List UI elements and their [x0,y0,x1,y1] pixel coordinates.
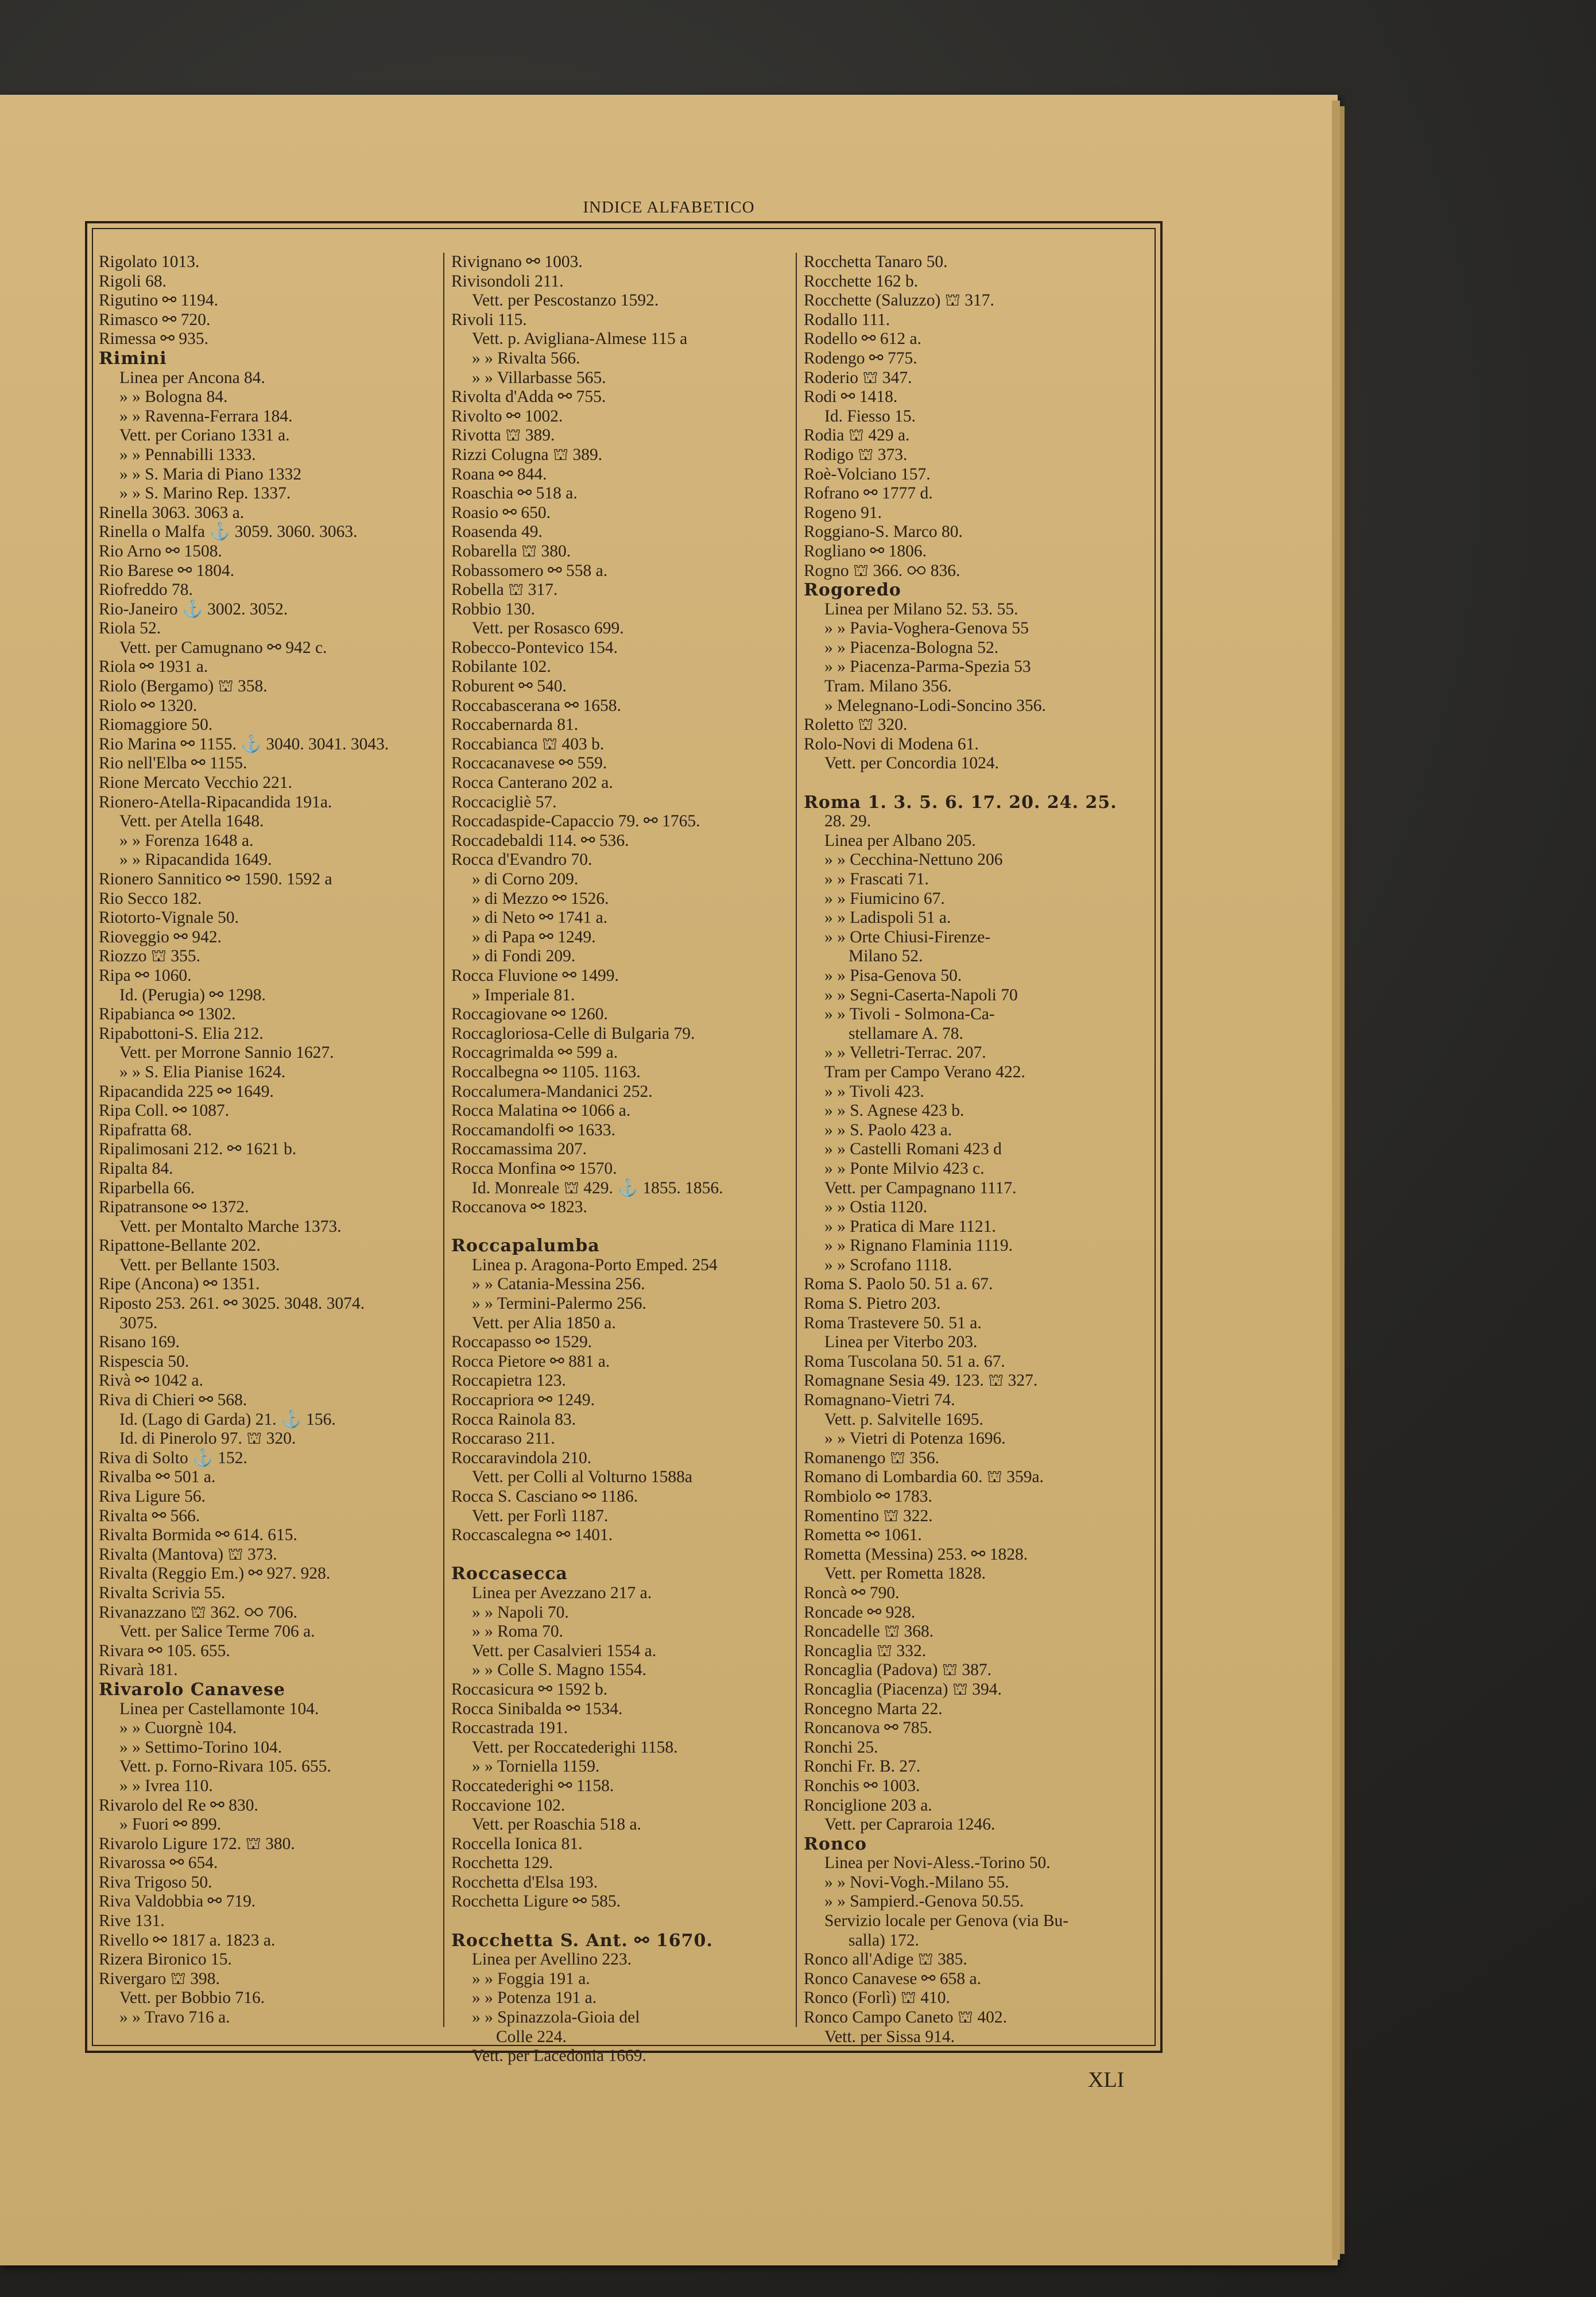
index-entry: Roccapasso ⚯ 1529. [451,1333,592,1352]
index-entry: Ripattone-Bellante 202. [99,1236,261,1255]
index-entry: Linea per Milano 52. 53. 55. [824,600,1018,618]
index-entry: » » Ivrea 110. [119,1776,213,1795]
index-entry: Rivarolo del Re ⚯ 830. [99,1796,258,1815]
index-entry: Rinella 3063. 3063 a. [99,503,245,522]
index-entry: Rolo-Novi di Modena 61. [804,734,979,753]
index-entry: Rodallo 111. [804,310,890,329]
index-entry: » » Spinazzola-Gioia del [472,2008,640,2027]
index-entry: Rivà ⚯ 1042 a. [99,1371,204,1390]
index-entry: Linea per Ancona 84. [119,368,265,387]
page-edge [1332,100,1340,2260]
index-entry: Id. di Pinerolo 97. ⛫ 320. [119,1429,296,1448]
index-entry: Vett. per Coriano 1331 a. [119,426,290,445]
index-entry: » di Corno 209. [472,870,579,888]
index-entry: » » S. Maria di Piano 1332 [119,465,302,484]
index-entry: Vett. per Casalvieri 1554 a. [472,1641,657,1660]
index-entry: Roccabascerana ⚯ 1658. [451,696,621,715]
index-entry [451,1217,790,1237]
index-entry: Roccalbegna ⚯ 1105. 1163. [451,1062,641,1081]
index-heading: Rivarolo Canavese [99,1679,285,1700]
index-entry: Rioveggio ⚯ 942. [99,927,222,946]
index-entry: Vett. per Alia 1850 a. [472,1313,616,1332]
index-entry: Riposto 253. 261. ⚯ 3025. 3048. 3074. [99,1294,365,1313]
index-entry: Vett. per Camugnano ⚯ 942 c. [119,638,327,657]
index-entry: Rivolta d'Adda ⚯ 755. [451,388,606,407]
page-number: XLI [1088,2068,1125,2092]
index-entry: » » Ripacandida 1649. [119,850,272,869]
index-entry: Rionero-Atella-Ripacandida 191a. [99,792,332,811]
index-entry: Roderio ⛫ 347. [804,368,912,387]
index-entry: Rivolto ⚯ 1002. [451,407,563,426]
index-entry: » Imperiale 81. [472,985,575,1004]
index-entry: Ronciglione 203 a. [804,1796,932,1815]
index-entry: Linea per Novi-Aless.-Torino 50. [824,1854,1051,1873]
index-entry: » Fuori ⚯ 899. [119,1815,222,1834]
index-entry: Rimasco ⚯ 720. [99,310,211,329]
index-entry: » » Catania-Messina 256. [472,1275,645,1294]
index-entry: Roccacigliè 57. [451,792,557,811]
index-entry: Rocchetta Ligure ⚯ 585. [451,1892,621,1911]
index-entry: » » Tivoli 423. [824,1082,924,1101]
index-entry: » » Napoli 70. [472,1603,569,1622]
index-entry: Rombiolo ⚯ 1783. [804,1487,932,1506]
index-entry: Roncegno Marta 22. [804,1699,943,1718]
index-entry: Ripa Coll. ⚯ 1087. [99,1101,230,1120]
index-entry: » » Villarbasse 565. [472,368,606,387]
index-entry: Roccamandolfi ⚯ 1633. [451,1120,616,1139]
index-entry: Rinella o Malfa ⚓ 3059. 3060. 3063. [99,523,358,542]
index-entry: Vett. per Lacedonia 1669. [472,2047,646,2066]
index-entry: » » Ostia 1120. [824,1198,928,1217]
index-entry: Id. Monreale ⛫ 429. ⚓ 1855. 1856. [472,1178,723,1197]
index-entry: » » Segni-Caserta-Napoli 70 [824,985,1018,1004]
index-entry: Rio-Janeiro ⚓ 3002. 3052. [99,600,288,618]
index-entry: Id. (Perugia) ⚯ 1298. [119,985,266,1004]
index-entry: Rodigo ⛫ 373. [804,445,908,464]
index-entry: Roccacanavese ⚯ 559. [451,754,607,773]
index-entry: Rogeno 91. [804,503,882,522]
index-entry: Rivignano ⚯ 1003. [451,253,583,271]
index-entry: Id. (Lago di Garda) 21. ⚓ 156. [119,1410,336,1429]
index-entry: Vett. per Rosasco 699. [472,619,624,638]
index-entry: Roncà ⚯ 790. [804,1583,900,1602]
index-entry: Riva di Solto ⚓ 152. [99,1448,247,1467]
index-entry: Rivotta ⛫ 389. [451,426,555,445]
index-entry: Rio Barese ⚯ 1804. [99,561,235,580]
index-entry: Rocchetta 129. [451,1854,553,1873]
index-entry: Rivarolo Ligure 172. ⛫ 380. [99,1834,295,1853]
index-entry: Roccaravindola 210. [451,1448,592,1467]
index-entry: Roma Trastevere 50. 51 a. [804,1313,982,1332]
index-entry: Riola ⚯ 1931 a. [99,658,208,676]
index-entry: Rodello ⚯ 612 a. [804,330,921,349]
index-entry: » » Orte Chiusi-Firenze- [824,927,991,946]
index-entry: Romagnano-Vietri 74. [804,1391,955,1410]
index-entry: » » Bologna 84. [119,388,228,407]
index-entry: Ripabottoni-S. Elia 212. [99,1024,264,1043]
index-heading: Rimini [99,348,167,369]
index-entry: Rocca S. Casciano ⚯ 1186. [451,1487,638,1506]
index-column-2 [451,253,790,2066]
index-entry: Ripabianca ⚯ 1302. [99,1005,236,1024]
index-entry: Rivara ⚯ 105. 655. [99,1641,230,1660]
page-header: INDICE ALFABETICO [583,198,755,216]
index-entry: » » Termini-Palermo 256. [472,1294,646,1313]
index-entry [804,774,1142,793]
index-entry: Roma S. Pietro 203. [804,1294,941,1313]
index-entry: Linea p. Aragona-Porto Emped. 254 [472,1255,718,1274]
index-entry: Vett. per Forlì 1187. [472,1506,609,1525]
index-entry: Linea per Avellino 223. [472,1950,632,1969]
index-entry: Rocchette 162 b. [804,272,919,291]
index-entry: Rometta (Messina) 253. ⚯ 1828. [804,1545,1028,1564]
index-entry: Rizera Bironico 15. [99,1950,232,1969]
index-entry: Riva di Chieri ⚯ 568. [99,1391,247,1410]
index-entry: Roccascalegna ⚯ 1401. [451,1526,613,1545]
index-entry: Rimessa ⚯ 935. [99,330,209,349]
index-entry: Riofreddo 78. [99,581,193,600]
index-entry: stellamare A. 78. [849,1024,963,1043]
index-entry: Riola 52. [99,619,161,638]
index-entry: Rivalba ⚯ 501 a. [99,1468,216,1487]
index-entry: Rivoli 115. [451,310,527,329]
index-entry: Riolo ⚯ 1320. [99,696,197,715]
index-entry: Riolo (Bergamo) ⛫ 358. [99,677,268,696]
index-entry: » » Cecchina-Nettuno 206 [824,850,1003,869]
index-entry: Roccagiovane ⚯ 1260. [451,1005,608,1024]
index-heading: Rogoredo [804,580,901,601]
index-entry [451,1545,790,1565]
index-entry: » » Piacenza-Bologna 52. [824,638,999,657]
index-entry: » » Tivoli - Solmona-Ca- [824,1005,995,1024]
index-entry: Vett. per Campagnano 1117. [824,1178,1017,1197]
index-heading: Roccasecca [451,1564,568,1584]
index-entry: » » Pratica di Mare 1121. [824,1217,996,1236]
index-entry: Roccadebaldi 114. ⚯ 536. [451,831,629,850]
index-entry: » » Colle S. Magno 1554. [472,1661,647,1680]
index-entry: Rogliano ⚯ 1806. [804,542,927,560]
index-entry: Rocca Sinibalda ⚯ 1534. [451,1699,623,1718]
index-entry: Roma Tuscolana 50. 51 a. 67. [804,1352,1005,1371]
index-entry: Rivarà 181. [99,1661,178,1680]
index-entry: Ronco all'Adige ⛫ 385. [804,1950,967,1969]
index-entry: Rispescia 50. [99,1352,189,1371]
index-entry: » Melegnano-Lodi-Soncino 356. [824,696,1046,715]
index-entry: Riva Valdobbia ⚯ 719. [99,1892,256,1911]
index-entry: Rigutino ⚯ 1194. [99,291,219,310]
index-entry: Roccavione 102. [451,1796,565,1815]
index-entry: Roccabianca ⛫ 403 b. [451,734,605,753]
index-entry: Rigolato 1013. [99,253,200,271]
index-entry: Vett. per Bobbio 716. [119,1989,265,2008]
index-entry: Ronco Campo Caneto ⛫ 402. [804,2008,1008,2027]
index-entry: » » Novi-Vogh.-Milano 55. [824,1873,1009,1892]
index-entry: Robarella ⛫ 380. [451,542,571,560]
index-entry: » » Cuorgnè 104. [119,1719,237,1738]
index-entry: Ronchi Fr. B. 27. [804,1757,921,1776]
index-entry: Rizzi Colugna ⛫ 389. [451,445,603,464]
index-entry: » » Potenza 191 a. [472,1989,597,2008]
index-entry: Vett. per Morrone Sannio 1627. [119,1043,334,1062]
index-entry: Ripalimosani 212. ⚯ 1621 b. [99,1140,297,1159]
index-entry: Rodengo ⚯ 775. [804,349,917,368]
index-entry: Milano 52. [849,947,923,966]
index-entry: Roccabernarda 81. [451,716,579,734]
index-entry [451,1912,790,1931]
index-entry: Id. Fiesso 15. [824,407,916,426]
index-entry: Romano di Lombardia 60. ⛫ 359a. [804,1468,1044,1487]
index-entry: Roncade ⚯ 928. [804,1603,916,1622]
index-entry: Rivarossa ⚯ 654. [99,1854,218,1873]
index-entry: Vett. per Atella 1648. [119,812,264,831]
index-entry: Rivalta (Reggio Em.) ⚯ 927. 928. [99,1564,331,1583]
index-entry: » » Forenza 1648 a. [119,831,254,850]
index-entry: Vett. per Rometta 1828. [824,1564,986,1583]
index-entry: Rodi ⚯ 1418. [804,388,898,407]
index-entry: Ronchi 25. [804,1738,878,1757]
index-entry: Linea per Albano 205. [824,831,976,850]
index-entry: Ripatransone ⚯ 1372. [99,1198,249,1217]
index-entry: Rigoli 68. [99,272,167,291]
index-entry: Roccatederighi ⚯ 1158. [451,1776,614,1795]
index-entry: Robilante 102. [451,658,551,676]
index-entry: Roccapriora ⚯ 1249. [451,1391,595,1410]
index-entry: Roccanova ⚯ 1823. [451,1198,587,1217]
index-entry: Vett. per Roccatederighi 1158. [472,1738,678,1757]
index-entry: » di Neto ⚯ 1741 a. [472,908,608,927]
index-entry: » » S. Paolo 423 a. [824,1120,952,1139]
index-entry: Rivalta Bormida ⚯ 614. 615. [99,1526,297,1545]
index-entry: Roccella Ionica 81. [451,1834,583,1853]
index-entry: Risano 169. [99,1333,180,1352]
index-entry: 28. 29. [824,812,871,831]
index-entry: Rio nell'Elba ⚯ 1155. [99,754,247,773]
index-entry: » » Ponte Milvio 423 c. [824,1159,985,1178]
index-entry: Roma S. Paolo 50. 51 a. 67. [804,1275,993,1294]
index-entry: Rocca Fluvione ⚯ 1499. [451,966,619,985]
index-entry: Rivanazzano ⛫ 362. ⚯ 706. [99,1603,297,1622]
index-entry: Roccagrimalda ⚯ 599 a. [451,1043,618,1062]
index-entry: Tram per Campo Verano 422. [824,1062,1025,1081]
index-entry: Roccaraso 211. [451,1429,555,1448]
index-entry: Rocca Malatina ⚯ 1066 a. [451,1101,631,1120]
index-entry: Robassomero ⚯ 558 a. [451,561,608,580]
index-entry: Servizio locale per Genova (via Bu- [824,1912,1069,1931]
index-entry: Colle 224. [496,2027,567,2046]
index-entry: Roasio ⚯ 650. [451,503,551,522]
index-entry: » di Mezzo ⚯ 1526. [472,889,609,908]
index-entry: Ripafratta 68. [99,1120,192,1139]
index-entry: Rivergaro ⛫ 398. [99,1969,220,1988]
index-entry: Ronchis ⚯ 1003. [804,1776,920,1795]
index-entry: » » Vietri di Potenza 1696. [824,1429,1006,1448]
index-entry: Vett. per Montalto Marche 1373. [119,1217,342,1236]
index-entry: Roccapietra 123. [451,1371,566,1390]
index-entry: Vett. p. Forno-Rivara 105. 655. [119,1757,331,1776]
index-entry: » » Castelli Romani 423 d [824,1140,1002,1159]
index-entry: Vett. per Colli al Volturno 1588a [472,1468,693,1487]
index-entry: Rocca Rainola 83. [451,1410,576,1429]
index-entry: Roggiano-S. Marco 80. [804,523,963,542]
index-entry: Robecco-Pontevico 154. [451,638,618,657]
index-entry: Ripe (Ancona) ⚯ 1351. [99,1275,260,1294]
index-entry: Rive 131. [99,1912,165,1931]
index-entry: » » Foggia 191 a. [472,1969,590,1988]
index-entry: Rio Marina ⚯ 1155. ⚓ 3040. 3041. 3043. [99,734,389,753]
index-entry: Roccalumera-Mandanici 252. [451,1082,653,1101]
index-heading: Roccapalumba [451,1236,600,1256]
index-entry: » » Sampierd.-Genova 50.55. [824,1892,1024,1911]
index-entry: Roncaglia (Piacenza) ⛫ 394. [804,1680,1002,1699]
index-entry: » » Fiumicino 67. [824,889,945,908]
index-entry: Vett. per Concordia 1024. [824,754,999,773]
index-entry: » » Settimo-Torino 104. [119,1738,282,1757]
index-entry: Riotorto-Vignale 50. [99,908,239,927]
index-entry: Rocca Canterano 202 a. [451,774,613,792]
index-entry: Roccamassima 207. [451,1140,587,1159]
index-entry: Romagnane Sesia 49. 123. ⛫ 327. [804,1371,1038,1390]
index-entry: Roncaglia ⛫ 332. [804,1641,927,1660]
index-entry: » » Roma 70. [472,1622,563,1641]
index-entry: Rodia ⛫ 429 a. [804,426,910,445]
index-entry: » » Pisa-Genova 50. [824,966,962,985]
index-entry: Riozzo ⛫ 355. [99,947,201,966]
index-entry: Vett. per Sissa 914. [824,2027,955,2046]
index-entry: Roccastrada 191. [451,1719,568,1738]
index-entry: Rivalta ⚯ 566. [99,1506,200,1525]
index-entry: » » Rivalta 566. [472,349,580,368]
index-entry: Rocca d'Evandro 70. [451,850,592,869]
index-entry: » di Fondi 209. [472,947,576,966]
index-entry: Rio Secco 182. [99,889,202,908]
index-entry: Roaschia ⚯ 518 a. [451,484,578,503]
index-entry: Vett. per Capraroia 1246. [824,1815,995,1834]
index-entry: Ripa ⚯ 1060. [99,966,192,985]
index-entry: Vett. per Roaschia 518 a. [472,1815,641,1834]
index-entry: » » S. Elia Pianise 1624. [119,1062,286,1081]
index-entry: » » Scrofano 1118. [824,1255,952,1274]
index-entry: Roccagloriosa-Celle di Bulgaria 79. [451,1024,695,1043]
page-edge-shadow [1340,106,1345,2254]
index-entry: » » Torniella 1159. [472,1757,600,1776]
index-entry: » » Ladispoli 51 a. [824,908,951,927]
index-entry: » » Ravenna-Ferrara 184. [119,407,293,426]
index-entry: Linea per Viterbo 203. [824,1333,978,1352]
index-entry: Rogno ⛫ 366. ⚯ 836. [804,561,960,580]
index-column-3 [804,253,1142,2046]
index-entry: 3075. [119,1313,158,1332]
index-entry: » » Frascati 71. [824,870,929,888]
index-entry: Vett. per Salice Terme 706 a. [119,1622,315,1641]
index-entry: Vett. per Bellante 1503. [119,1255,280,1274]
index-entry: Riomaggiore 50. [99,716,213,734]
index-entry: Tram. Milano 356. [824,677,952,696]
index-entry: Roccadaspide-Capaccio 79. ⚯ 1765. [451,812,700,831]
index-entry: Roletto ⛫ 320. [804,716,908,734]
index-entry: Riva Trigoso 50. [99,1873,212,1892]
column-divider [796,253,797,2027]
index-entry: Roasenda 49. [451,523,543,542]
index-entry: » » S. Agnese 423 b. [824,1101,964,1120]
index-entry: » » Velletri-Terrac. 207. [824,1043,986,1062]
index-entry: Romentino ⛫ 322. [804,1506,933,1525]
index-entry: Linea per Castellamonte 104. [119,1699,319,1718]
column-divider [443,253,444,2027]
index-entry: Ripalta 84. [99,1159,173,1178]
index-entry: » » Piacenza-Parma-Spezia 53 [824,658,1031,676]
index-entry: Roncadelle ⛫ 368. [804,1622,934,1641]
index-entry: Rocchetta d'Elsa 193. [451,1873,598,1892]
index-entry: » » S. Marino Rep. 1337. [119,484,291,503]
index-entry: Riva Ligure 56. [99,1487,206,1506]
index-entry: Ripacandida 225 ⚯ 1649. [99,1082,274,1101]
index-column-1 [99,253,437,2039]
index-entry: Vett. p. Salvitelle 1695. [824,1410,983,1429]
index-entry: Rofrano ⚯ 1777 d. [804,484,933,503]
index-entry: Linea per Avezzano 217 a. [472,1583,652,1602]
index-entry: » » Pennabilli 1333. [119,445,256,464]
index-heading: Roma 1. 3. 5. 6. 17. 20. 24. 25. [804,792,1117,813]
index-entry: Roburent ⚯ 540. [451,677,567,696]
index-entry: Roè-Volciano 157. [804,465,931,484]
index-entry: Romanengo ⛫ 356. [804,1448,940,1467]
index-entry: Rivisondoli 211. [451,272,564,291]
index-heading: Rocchetta S. Ant. ⚯ 1670. [451,1930,713,1951]
index-entry: Rocca Pietore ⚯ 881 a. [451,1352,610,1371]
index-entry: » di Papa ⚯ 1249. [472,927,596,946]
index-entry: Rometta ⚯ 1061. [804,1526,922,1545]
index-entry: Robbio 130. [451,600,535,618]
index-entry: Rocchetta Tanaro 50. [804,253,948,271]
index-heading: Ronco [804,1834,867,1854]
index-entry: Rione Mercato Vecchio 221. [99,774,292,792]
index-entry: Roccasicura ⚯ 1592 b. [451,1680,608,1699]
index-entry: Vett. p. Avigliana-Almese 115 a [472,330,688,349]
index-entry: Ronco Canavese ⚯ 658 a. [804,1969,981,1988]
index-entry: » » Travo 716 a. [119,2008,230,2027]
index-entry: Robella ⛫ 317. [451,581,558,600]
index-entry: salla) 172. [849,1931,919,1950]
index-entry: Rocchette (Saluzzo) ⛫ 317. [804,291,994,310]
index-entry: Roncaglia (Padova) ⛫ 387. [804,1661,991,1680]
index-entry: Roncanova ⚯ 785. [804,1719,932,1738]
index-entry: Rivalta Scrivia 55. [99,1583,226,1602]
index-entry: Rio Arno ⚯ 1508. [99,542,222,560]
index-entry: Roana ⚯ 844. [451,465,547,484]
index-entry: Vett. per Pescostanzo 1592. [472,291,659,310]
index-entry: Rionero Sannitico ⚯ 1590. 1592 a [99,870,332,888]
index-entry: Rocca Monfina ⚯ 1570. [451,1159,617,1178]
index-entry: Rivalta (Mantova) ⛫ 373. [99,1545,277,1564]
index-entry: Riparbella 66. [99,1178,195,1197]
index-entry: Ronco (Forlì) ⛫ 410. [804,1989,950,2008]
index-entry: Rivello ⚯ 1817 a. 1823 a. [99,1931,276,1950]
index-entry: » » Rignano Flaminia 1119. [824,1236,1013,1255]
index-entry: » » Pavia-Voghera-Genova 55 [824,619,1029,638]
